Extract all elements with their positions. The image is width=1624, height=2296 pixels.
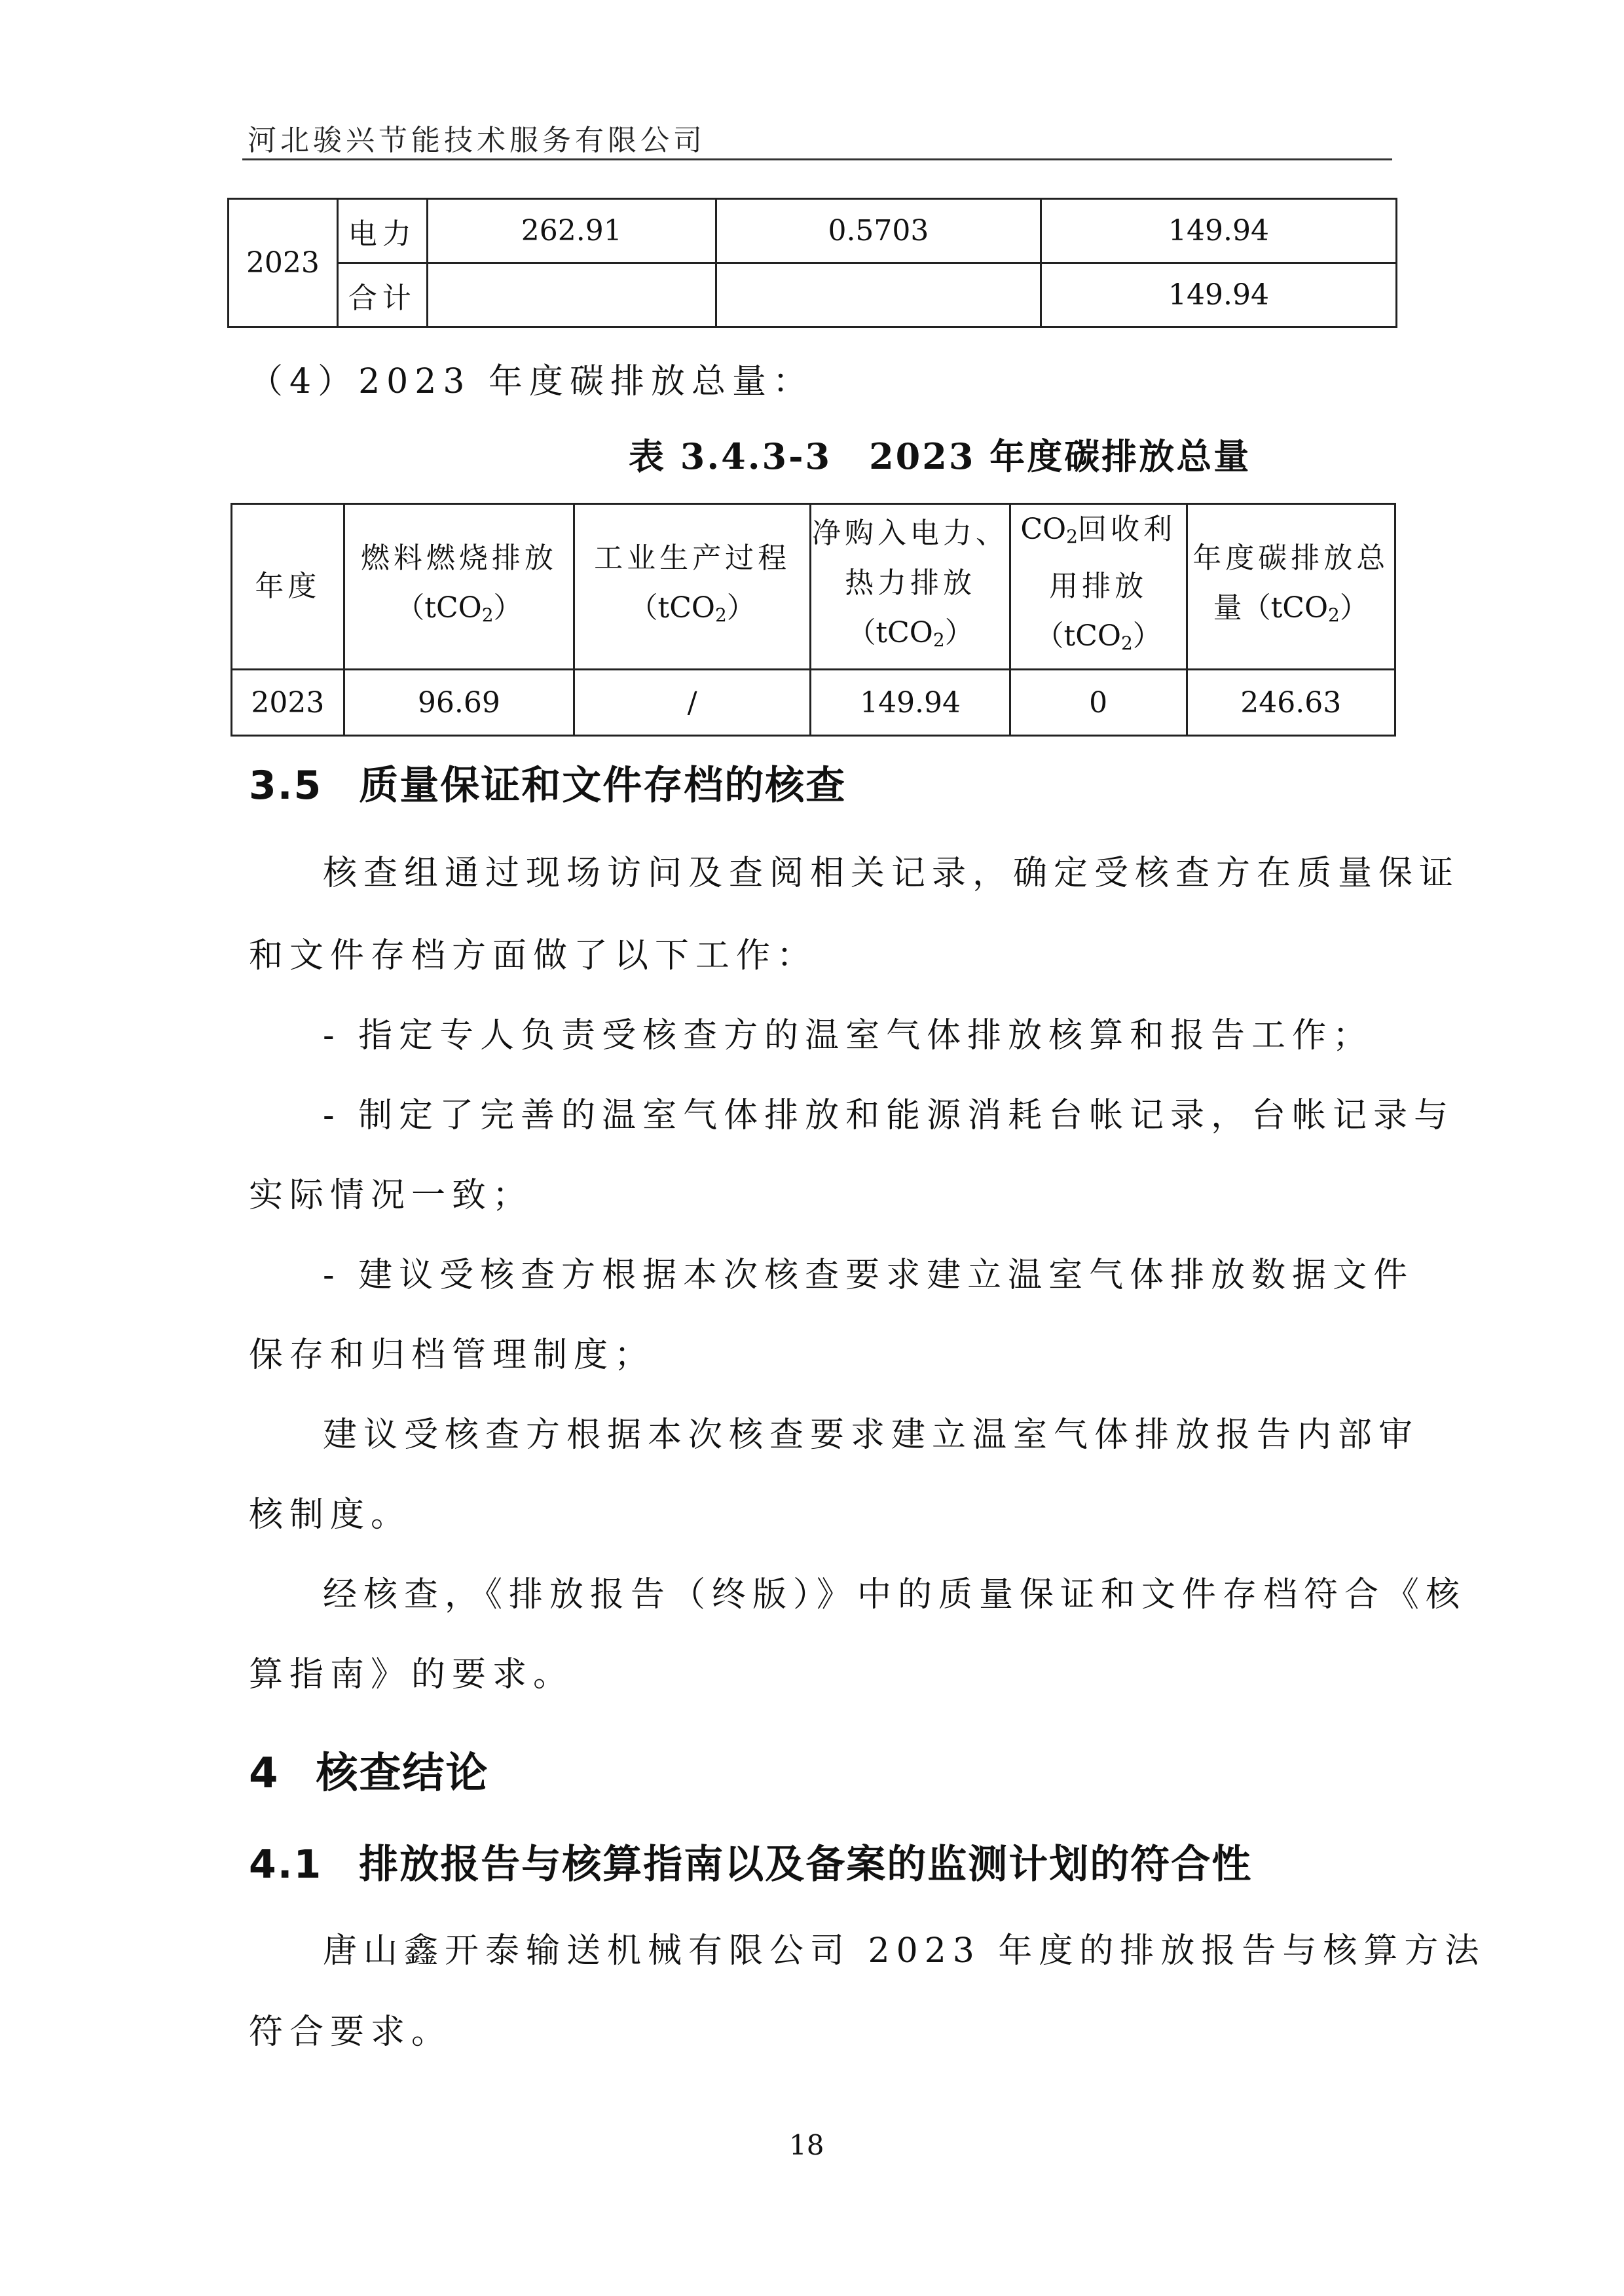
unit-text: ）	[726, 591, 756, 625]
header-fuel-unit	[345, 583, 573, 640]
header-industry	[574, 504, 811, 670]
paragraph-line: 经核查，《排放报告（终版）》中的质量保证和文件存档符合《核	[323, 1575, 1467, 1614]
header-company: 河北骏兴节能技术服务有限公司	[248, 124, 706, 157]
header-year: 年度	[232, 504, 344, 670]
industry-cell: /	[574, 670, 811, 736]
section-title: 排放报告与核算指南以及备案的监测计划的符合性	[359, 1842, 1253, 1887]
header-recovery-label: 用排放	[1049, 570, 1148, 603]
emission-cell: 149.94	[1041, 263, 1397, 327]
page-number: 18	[789, 2129, 824, 2161]
category-cell: 电力	[337, 199, 427, 263]
section-4-heading	[249, 1740, 489, 1800]
unit-sub: 2	[481, 604, 494, 626]
paragraph-line: 核查组通过现场访问及查阅相关记录，确定受核查方在质量保证	[323, 854, 1460, 893]
value-cell	[427, 263, 716, 327]
unit-sub: 2	[1066, 526, 1078, 547]
header-power-label: 净购入电力、	[812, 516, 1009, 550]
list-item: - 建议受核查方根据本次核查要求建立温室气体排放数据文件	[323, 1256, 1414, 1295]
paragraph-line: 符合要求。	[249, 2013, 452, 2052]
year-cell: 2023	[232, 670, 344, 736]
unit-text: ）	[493, 591, 523, 625]
header-power-label: 热力排放	[845, 566, 976, 600]
unit-text: （tCO	[629, 591, 715, 625]
section-title: 核查结论	[316, 1749, 489, 1798]
unit-text: ）	[944, 615, 974, 649]
unit-text: （tCO	[396, 591, 482, 625]
header-recovery-unit	[1011, 611, 1186, 668]
unit-text: 回收利	[1077, 513, 1176, 546]
header-recovery	[1010, 504, 1187, 670]
unit-sub: 2	[932, 629, 945, 651]
section-4-1-heading	[249, 1833, 1252, 1889]
header-industry-label: 工业生产过程	[594, 541, 791, 575]
table-row	[232, 670, 1395, 736]
section-number: 3.5	[249, 763, 323, 809]
header-industry-unit	[575, 583, 809, 640]
unit-text: （tCO	[847, 615, 933, 649]
section-3-5-heading	[249, 754, 846, 811]
electricity-table	[227, 198, 1397, 328]
total-cell: 246.63	[1187, 670, 1395, 736]
list-item-continued: 实际情况一致；	[249, 1176, 534, 1215]
list-item: - 制定了完善的温室气体排放和能源消耗台帐记录，台帐记录与	[323, 1096, 1455, 1135]
unit-text: ）	[1339, 591, 1369, 625]
paragraph-line: 和文件存档方面做了以下工作：	[249, 936, 818, 975]
header-total-label: 年度碳排放总	[1192, 541, 1390, 575]
factor-cell	[716, 263, 1041, 327]
list-item: - 指定专人负责受核查方的温室气体排放核算和报告工作；	[323, 1016, 1374, 1055]
unit-text: ）	[1132, 619, 1162, 653]
header-fuel-label: 燃料燃烧排放	[360, 541, 557, 575]
recovery-cell: 0	[1010, 670, 1187, 736]
header-power	[811, 504, 1010, 670]
paragraph-line: 建议受核查方根据本次核查要求建立温室气体排放报告内部审	[323, 1415, 1420, 1455]
paragraph-line: 核制度。	[249, 1495, 412, 1535]
unit-sub: 2	[1120, 632, 1133, 654]
section-number: 4	[249, 1749, 280, 1798]
factor-cell: 0.5703	[716, 199, 1041, 263]
table-row	[229, 263, 1397, 327]
unit-text: 量（tCO	[1213, 591, 1329, 625]
total-emission-table	[231, 503, 1396, 737]
paragraph-line: 唐山鑫开泰输送机械有限公司 2023 年度的排放报告与核算方法	[323, 1931, 1486, 1971]
list-item-continued: 保存和归档管理制度；	[249, 1336, 655, 1375]
table-row	[229, 199, 1397, 263]
value-cell: 262.91	[427, 199, 716, 263]
table-header-row	[232, 504, 1395, 670]
unit-sub: 2	[1328, 604, 1340, 626]
unit-text: （tCO	[1035, 619, 1121, 653]
section-title: 质量保证和文件存档的核查	[359, 763, 847, 809]
header-power-unit	[811, 608, 1009, 665]
total-intro: （4）2023 年度碳排放总量：	[249, 362, 813, 401]
table-caption: 表 3.4.3-3 2023 年度碳排放总量	[629, 435, 1251, 477]
year-cell: 2023	[229, 199, 338, 327]
header-fuel	[344, 504, 574, 670]
unit-text: CO	[1020, 513, 1067, 546]
fuel-cell: 96.69	[344, 670, 574, 736]
emission-cell: 149.94	[1041, 199, 1397, 263]
header-total	[1187, 504, 1395, 670]
header-rule	[242, 158, 1392, 160]
paragraph-line: 算指南》的要求。	[249, 1655, 574, 1694]
unit-sub: 2	[714, 604, 727, 626]
header-total-unit	[1188, 583, 1395, 640]
section-number: 4.1	[249, 1842, 323, 1887]
header-recovery-label	[1011, 505, 1186, 562]
category-cell: 合计	[337, 263, 427, 327]
power-cell: 149.94	[811, 670, 1010, 736]
